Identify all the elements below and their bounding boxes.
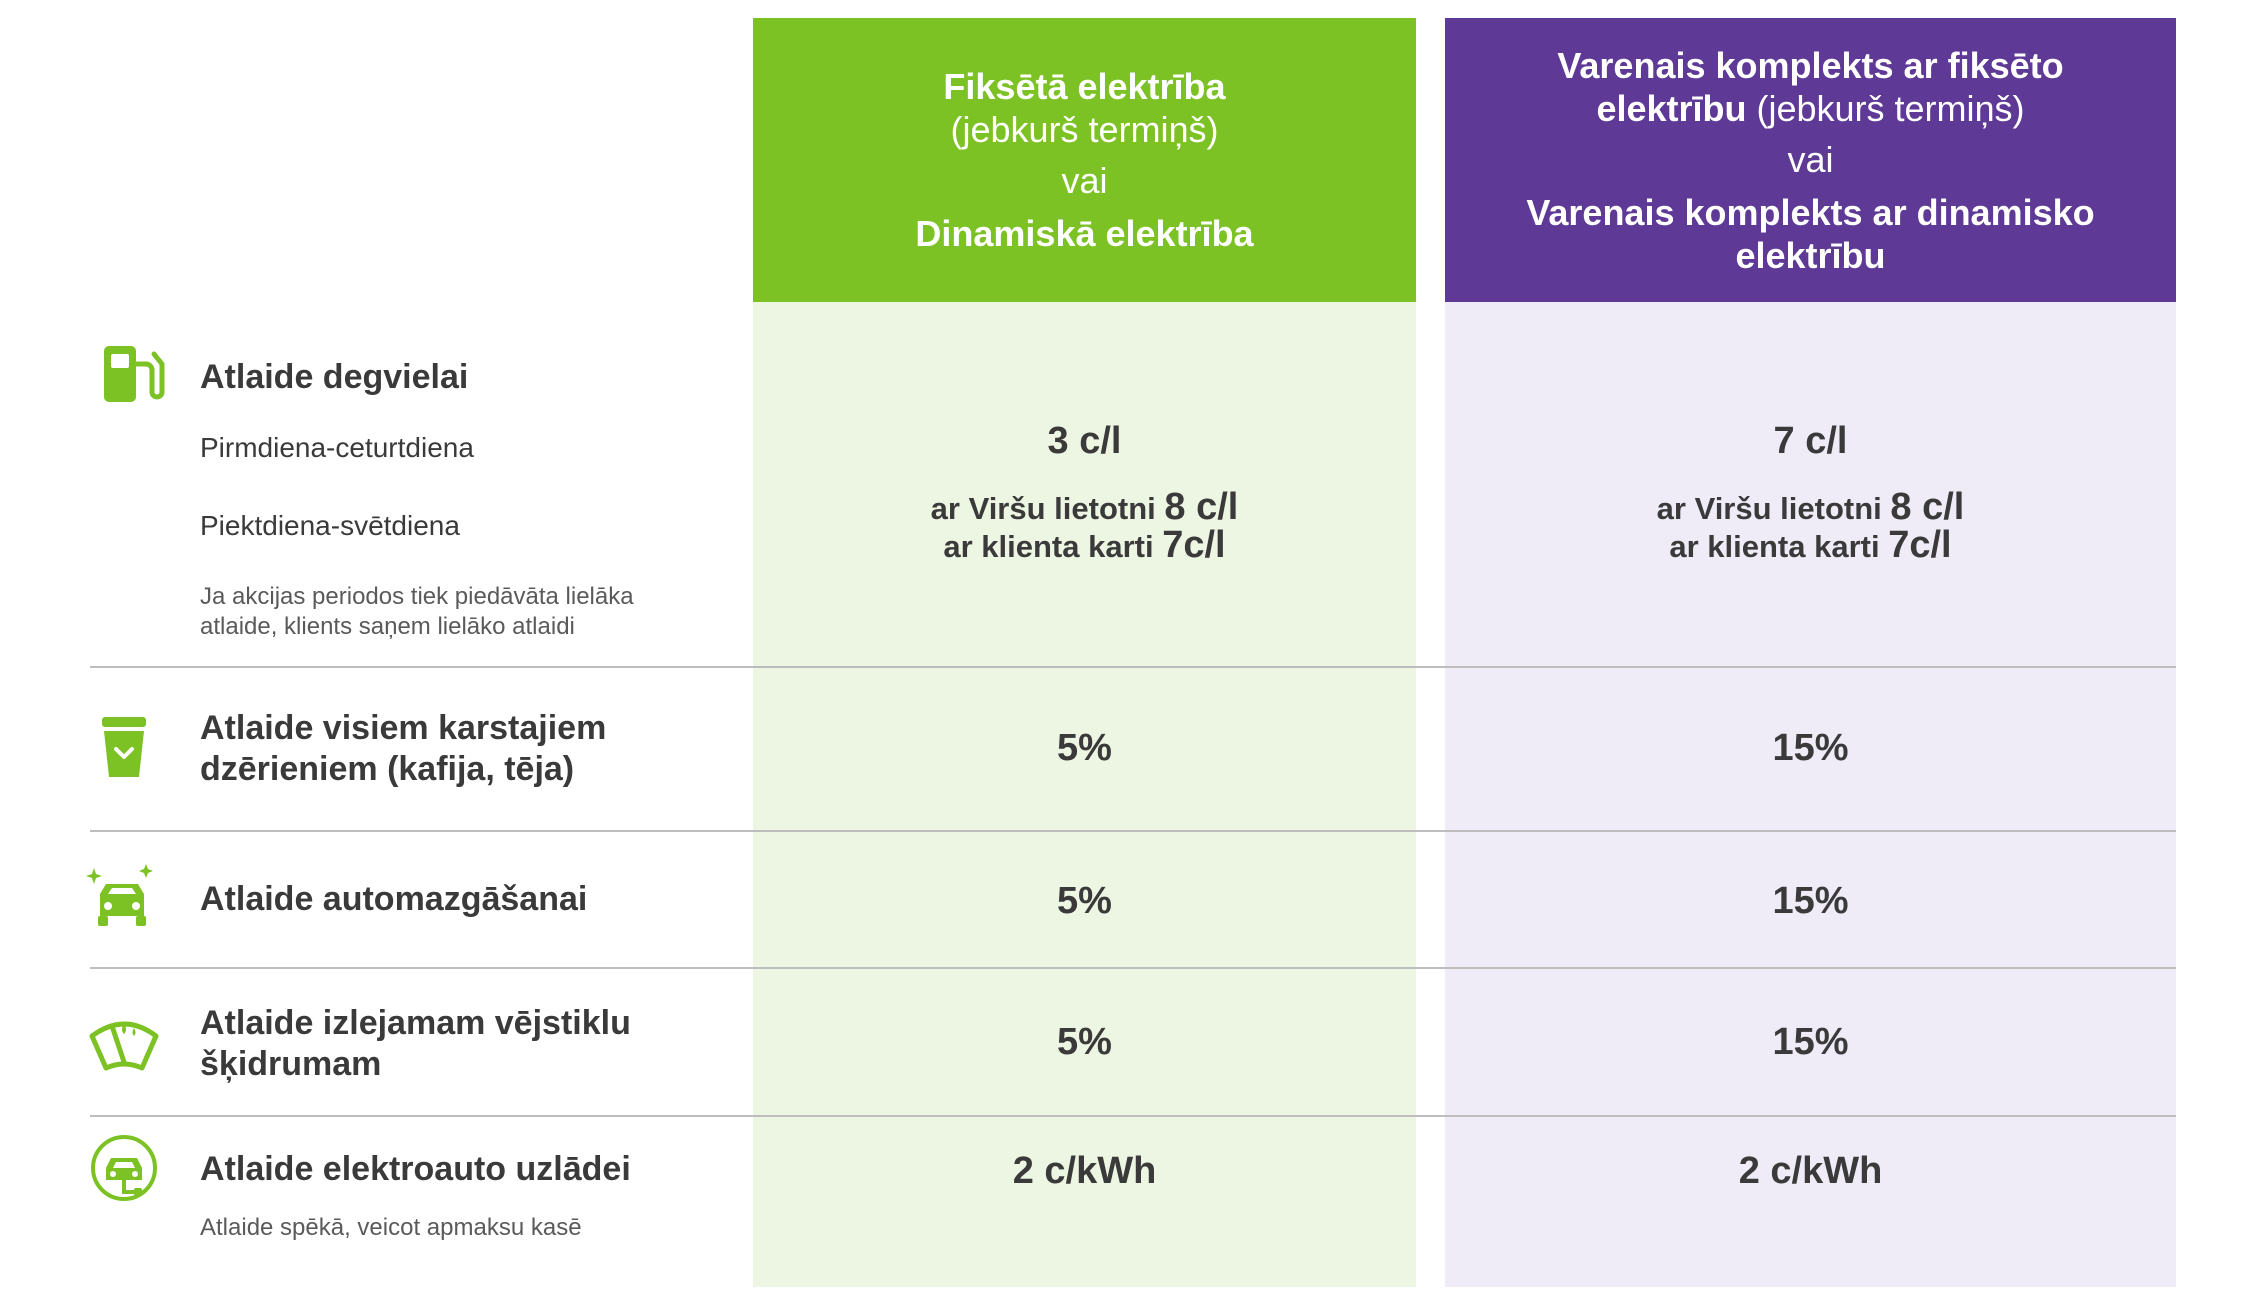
- carwash-purple-value: 15%: [1772, 880, 1849, 922]
- purple-title-line4: elektrību: [1735, 234, 1886, 276]
- green-title-line3: Dinamiskā elektrība: [915, 213, 1254, 254]
- fuel-green-card: [753, 526, 1416, 566]
- green-title-or: vai: [1061, 160, 1108, 201]
- coffee-cup-icon: [88, 711, 160, 783]
- fuel-green-card-label: ar klienta karti: [943, 529, 1163, 564]
- washer-green-value: 5%: [1057, 1021, 1112, 1063]
- fuel-weekend-label: Piektdiena-svētdiena: [200, 510, 460, 541]
- fuel-weekday-label: Pirmdiena-ceturtdiena: [200, 432, 474, 463]
- washer-row-title-line2: šķidrumam: [200, 1045, 382, 1083]
- purple-title-line1: Varenais komplekts ar fiksēto: [1557, 44, 2064, 86]
- fuel-green-app-value: 8 c/l: [1164, 486, 1239, 528]
- fuel-green-app-label: ar Viršu lietotni: [930, 491, 1165, 526]
- fuel-purple-card-label: ar klienta karti: [1669, 529, 1889, 564]
- purple-column-title: [1445, 18, 2176, 302]
- purple-title-line2-normal: (jebkurš termiņš): [1746, 87, 2025, 129]
- drinks-green-value: 5%: [1057, 727, 1112, 769]
- row-divider: [90, 666, 2176, 668]
- windshield-wiper-icon: [88, 1006, 160, 1078]
- fuel-purple-card-value: 7c/l: [1888, 524, 1952, 566]
- washer-row-title-line1: Atlaide izlejamam vējstiklu: [200, 1004, 631, 1042]
- fuel-row-title: Atlaide degvielai: [200, 358, 469, 396]
- ev-green-value: 2 c/kWh: [1012, 1150, 1157, 1192]
- car-wash-icon: [86, 864, 158, 936]
- row-divider: [90, 830, 2176, 832]
- fuel-purple-app: [1445, 488, 2176, 528]
- row-divider: [90, 967, 2176, 969]
- washer-purple-value: 15%: [1772, 1021, 1849, 1063]
- fuel-purple-value: 7 c/l: [1773, 420, 1848, 462]
- fuel-note-line1: Ja akcijas periodos tiek piedāvāta lielāka: [200, 583, 634, 610]
- drinks-row-title-line2: dzērieniem (kafija, tēja): [200, 750, 575, 788]
- fuel-note-line2: atlaide, klients saņem lielāko atlaidi: [200, 613, 575, 640]
- fuel-purple-app-label: ar Viršu lietotni: [1656, 491, 1891, 526]
- fuel-pump-icon: [96, 338, 168, 410]
- green-title-line2: (jebkurš termiņš): [950, 109, 1219, 150]
- ev-row-title: Atlaide elektroauto uzlādei: [200, 1150, 631, 1188]
- green-column-title: [753, 18, 1416, 302]
- carwash-row-title: Atlaide automazgāšanai: [200, 880, 588, 918]
- ev-purple-value: 2 c/kWh: [1738, 1150, 1883, 1192]
- carwash-green-value: 5%: [1057, 880, 1112, 922]
- purple-title-line3: Varenais komplekts ar dinamisko: [1526, 191, 2095, 233]
- fuel-green-value: 3 c/l: [1047, 420, 1122, 462]
- fuel-green-card-value: 7c/l: [1162, 524, 1226, 566]
- ev-charging-icon: [88, 1132, 160, 1204]
- purple-title-or: vai: [1787, 138, 1834, 180]
- row-divider: [90, 1115, 2176, 1117]
- fuel-purple-card: [1445, 526, 2176, 566]
- fuel-green-app: [753, 488, 1416, 528]
- green-title-line1: Fiksētā elektrība: [943, 66, 1226, 107]
- drinks-row-title-line1: Atlaide visiem karstajiem: [200, 709, 607, 747]
- drinks-purple-value: 15%: [1772, 727, 1849, 769]
- fuel-purple-app-value: 8 c/l: [1890, 486, 1965, 528]
- ev-note: Atlaide spēkā, veicot apmaksu kasē: [200, 1214, 582, 1241]
- purple-title-line2-bold: elektrību: [1596, 87, 1747, 129]
